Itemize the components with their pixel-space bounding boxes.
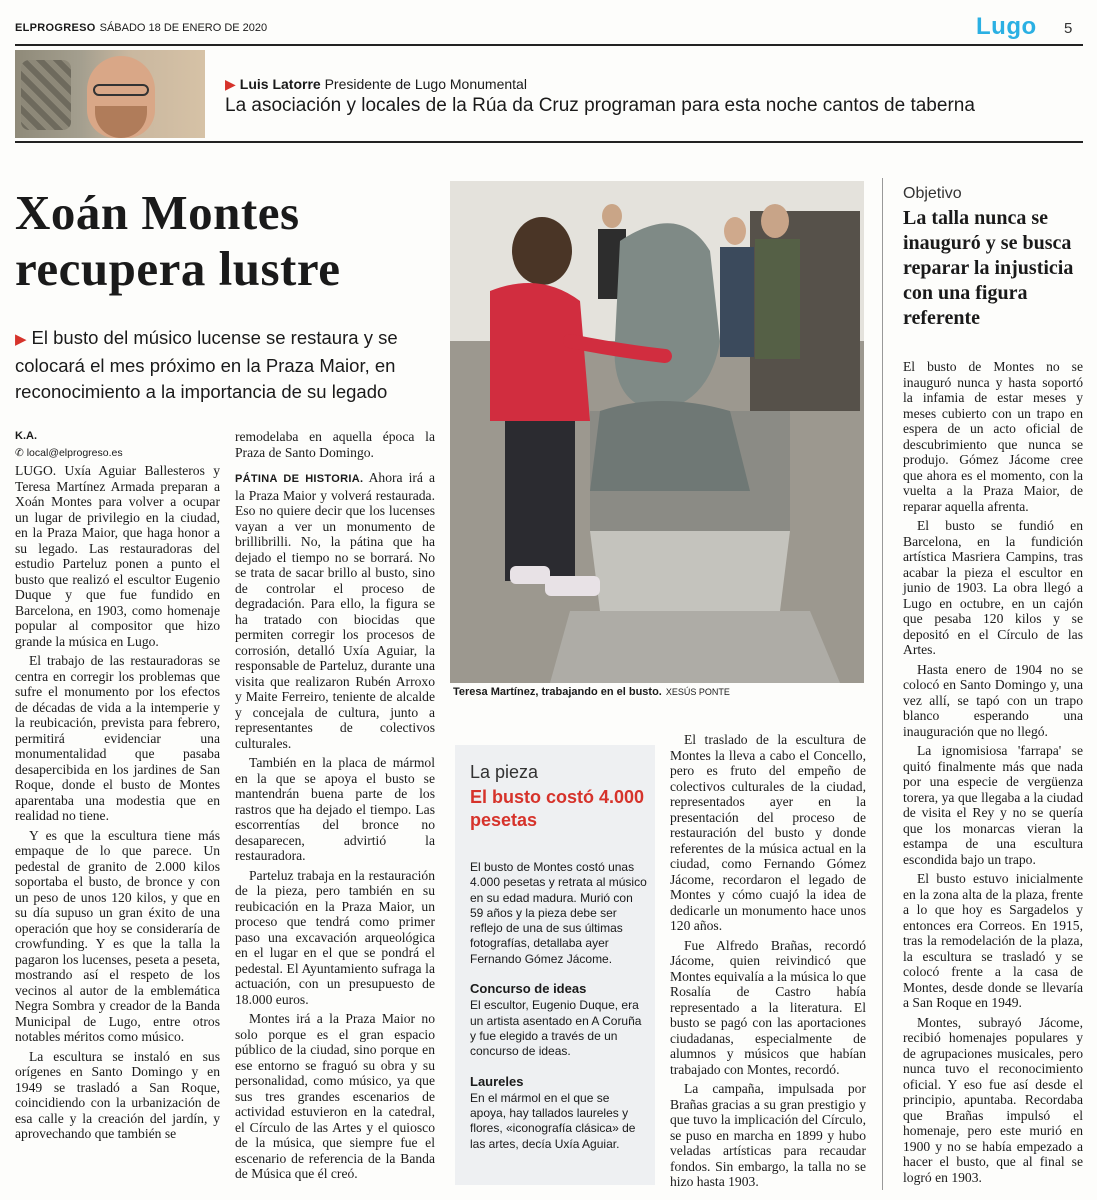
restoration-photo: [450, 181, 864, 683]
author-photo: [15, 50, 205, 138]
article-column-1: [15, 463, 220, 1146]
right-kicker: Objetivo: [903, 185, 962, 202]
column-divider: [882, 178, 883, 1190]
photo-credit: XESÚS PONTE: [665, 687, 730, 697]
paragraph: La campaña, impulsada por Brañas gracias a su gran prestigio y que tuvo la implicación del Círculo, se puso en marcha en 1899 y hubo veladas artísticas para recaudar fondos. Sin embargo, la talla no se hizo hasta 1903.: [670, 1081, 866, 1189]
teaser-text: La asociación y locales de la Rúa da Cruz programan para esta noche cantos de taberna: [225, 95, 975, 116]
teaser-rule: [15, 141, 1083, 143]
paragraph: Y es que la escultura tiene más empaque de lo que parece. Un pedestal de granito de 2.000 kilos soportaba el busto, de bronce y con un peso de unos 120 kilos, y que en su día supuso un gran éxito de una operación que hoy se consideraría de crowfunding. Y es que la talla la pagaron los lucenses, peseta a peseta, mostrando así el respeto de los vecinos al autor de la emblemática Negra Sombra y creador de la Banda Municipal de Lugo, entre otros notables méritos como músico.: [15, 827, 220, 1044]
paragraph: El busto de Montes no se inauguró nunca y hasta soportó la infamia de estar meses y meses cubierto con un trapo en espera de un acto oficial de descubrimiento que nunca se produjo. Gómez Jácome cree que ahora es el momento, con la vuelta a la Praza Maior, de reparar aquella afrenta.: [903, 359, 1083, 514]
paragraph: Parteluz trabaja en la restauración de la pieza, pero también en su reubicación en la Praza Maior, un proceso que tendrá como primer paso una excavación arqueológica en el lugar en el que se pondrá el pedestal. El Ayuntamiento sufraga la actuación, con un presupuesto de 18.000 euros.: [235, 867, 435, 1007]
sidebar-subhead: Laureles: [470, 1073, 524, 1089]
headline: Xoán Montes recupera lustre: [15, 185, 341, 296]
byline: K.A.: [15, 430, 37, 442]
right-column: [903, 359, 1083, 1189]
page-number: 5: [1064, 20, 1073, 37]
paragraph: La escultura se instaló en sus orígenes en Santo Domingo y en 1949 se trasladó a San Roque, coincidiendo con la urbanización de esa calle y la creación del jardín, y aprovechando que también se: [15, 1048, 220, 1141]
sidebar-body: [470, 860, 648, 1152]
paragraph: El traslado de la escultura de Montes la lleva a cabo el Concello, pero es fruto del empeño de colectivos culturales de la ciudad, representados ayer en la presentación del proceso de restauración del busto y donde referentes de la música actual en la ciudad, como Fernando Gómez Jácome, recordaron el legado de Montes y cómo cuajó la idea de dedicarle un monumento hace unos 120 años.: [670, 732, 866, 933]
paragraph: remodelaba en aquella época la Praza de Santo Domingo.: [235, 429, 435, 460]
photo-caption: Teresa Martínez, trabajando en el busto. XESÚS PONTE: [453, 686, 730, 698]
sidebar-title: El busto costó 4.000 pesetas: [470, 787, 645, 830]
paragraph: La ignomisiosa 'farrapa' se quitó finalmente más que nada por una especie de vergüenza torera, ya que llegaba a la ciudad de visita el Rey y no se quería que los monarcas vieran la estampa de una escultura escondida bajo un trapo.: [903, 743, 1083, 867]
section-label: Lugo: [976, 13, 1037, 40]
paragraph: El busto se fundió en Barcelona, en la fundición artística Masriera Campins, tras acabar la pieza el escultor en junio de 1903. La obra llegó a Lugo en octubre, en un cajón que pesaba 120 kilos y se depositó en el Círculo de las Artes.: [903, 518, 1083, 657]
sidebar-paragraph: En el mármol en el que se apoya, hay tallados laureles y flores, «iconografía clásica» de las artes, decía Uxía Aguiar.: [470, 1090, 636, 1151]
paragraph: Fue Alfredo Brañas, recordó Jácome, quien reivindicó que Montes equivalía a la música lo que Rosalía de Castro había representado a la literatura. El busto se pagó con las aportaciones ciudadanas, especialmente de alumnos y músicos que habían trabajado con Montes, recordó.: [670, 937, 866, 1077]
right-title: La talla nunca se inauguró y se busca reparar la injusticia con una figura referente: [903, 207, 1074, 329]
paragraph: También en la placa de mármol en la que se apoya el busto se mantendrán buena parte de los rastros que ha dejado el tiempo. Las escorrentías del bronce no desaparecen, advirtió la restauradora.: [235, 755, 435, 863]
sidebar-kicker: La pieza: [470, 762, 539, 782]
header-rule: [15, 44, 1083, 46]
brand-name: ELPROGRESO: [15, 22, 96, 34]
paragraph: El busto estuvo inicialmente en la zona alta de la plaza, frente a lo que hoy es Sargadelos y entonces era Correos. En 1915, tras la remodelación de la plaza, la escultura se trasladó y se colocó frente a la casa de Montes, desde donde se llevaría a San Roque en 1949.: [903, 871, 1083, 1010]
masthead: [15, 22, 267, 34]
paragraph: LUGO. Uxía Aguiar Ballesteros y Teresa Martínez Armada preparan a Xoán Montes para volver a ocupar un lugar de privilegio en la ciudad, en la Praza Maior, que haga honor a su legado. Las restauradoras del estudio Parteluz ponen a punto el busto que realizó el escultor Eugenio Duque y que fue fundido en Barcelona, en 1903, como homenaje popular al compositor que hizo grande la música en Lugo.: [15, 463, 220, 649]
main-photo: [450, 181, 864, 683]
teaser-author: ▶ Luis Latorre Presidente de Lugo Monumental: [225, 76, 527, 92]
deck: ▶ El busto del músico lucense se restaura y se colocará el mes próximo en la Praza Maior, en reconocimiento a la importancia de su legado: [15, 327, 398, 402]
sidebar-paragraph: El escultor, Eugenio Duque, era un artista asentado en A Coruña y fue elegido a través de un concurso de ideas.: [470, 998, 642, 1059]
paragraph: PÁTINA DE HISTORIA. Ahora irá a la Praza Maior y volverá restaurada. Eso no quiere decir que los lucenses vayan a ver un monumento de brillibrilli. No, la pátina que ha dejado el tiempo no se borrará. No se trata de sacar brillo al busto, sino de controlar el proceso de degradación. Para ello, la figura se ha tratado con biocidas que permiten corregir los procesos de corrosión, detalló Uxía Aguiar, la responsable de Parteluz, durante una visita que realizaron Rubén Arroxo y Maite Ferreiro, teniente de alcalde y concejala de cultura, junto a representantes de colectivos culturales.: [235, 470, 435, 751]
paragraph: Montes irá a la Praza Maior no solo porque es el gran espacio público de la ciudad, sino porque en ese entorno se fraguó su obra y su personalidad, como músico, ya que sus tres grandes escenarios de actividad estuvieron en la catedral, el Círculo de las Artes y el quiosco de la música, que siempre fue el escenario de referencia de la Banda de Música que él creó.: [235, 1011, 435, 1181]
triangle-icon: ▶: [225, 76, 236, 92]
subhead: PÁTINA DE HISTORIA.: [235, 473, 364, 485]
sidebar-intro: El busto de Montes costó unas 4.000 pesetas y retrata al músico en su edad madura. Murió con 59 años y la pieza debe ser reflejo de una de sus últimas fotografías, detallaba ayer Fernando Gómez Jácome.: [470, 860, 647, 966]
paragraph: El trabajo de las restauradoras se centra en corregir los problemas que sufre el monumento por los efectos de décadas de vida a la intemperie y la reubicación, prevista para febrero, permitirá evidenciar una monumentalidad que pasaba desapercibida en los jardines de San Roque, donde el busto de Montes aparentaba una modestia que en realidad no tiene.: [15, 653, 220, 823]
paragraph: Hasta enero de 1904 no se colocó en Santo Domingo y, una vez allí, se tapó con un trapo blanco esperando una inauguración que no llegó.: [903, 661, 1083, 739]
sidebar-subhead: Concurso de ideas: [470, 981, 587, 997]
paragraph: Montes, subrayó Jácome, recibió homenajes populares y de agrupaciones musicales, pero nunca tuvo el reconocimiento oficial. Y eso fue así desde el principio, apuntaba. Recordaba que Brañas impulsó el homenaje, pero este murió en 1900 y no se había empezado a hacer el busto, que al final se logró en 1903.: [903, 1014, 1083, 1185]
triangle-icon: ▶: [15, 331, 27, 348]
issue-date: SÁBADO 18 DE ENERO DE 2020: [99, 22, 268, 34]
article-column-3: [670, 732, 866, 1194]
article-column-2: [235, 429, 435, 1186]
page-header: [0, 0, 1097, 45]
byline-email: ✆ local@elprogreso.es: [15, 447, 123, 459]
